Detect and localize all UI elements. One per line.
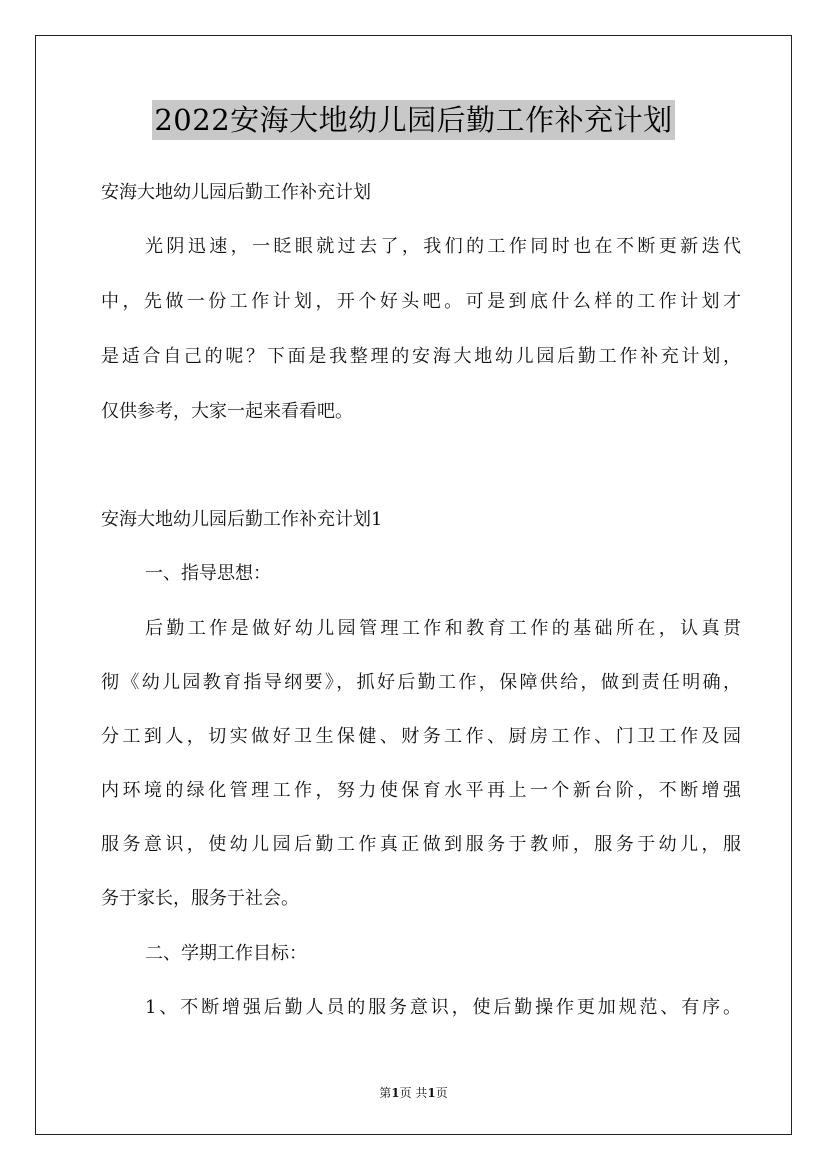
page-footer: [0, 1084, 827, 1101]
title-wrap: [0, 100, 827, 140]
intro-line-4: 仅供参考，大家一起来看看吧。: [101, 401, 353, 422]
footer-mid: 页 共: [399, 1086, 428, 1100]
intro-line-2: 中，先做一份工作计划，开个好头吧。可是到底什么样的工作计划才: [101, 291, 741, 312]
body-line-3: 分工到人，切实做好卫生保健、财务工作、厨房工作、门卫工作及园: [101, 726, 741, 747]
body-line-1: 后勤工作是做好幼儿园管理工作和教育工作的基础所在，认真贯: [145, 618, 741, 639]
footer-current-page: 1: [391, 1086, 400, 1100]
subtitle: 安海大地幼儿园后勤工作补充计划: [101, 182, 371, 203]
body-line-5: 服务意识，使幼儿园后勤工作真正做到服务于教师，服务于幼儿，服: [101, 834, 741, 855]
footer-prefix: 第: [379, 1086, 392, 1100]
body-line-6: 务于家长，服务于社会。: [101, 888, 299, 909]
footer-suffix: 页: [435, 1086, 448, 1100]
page-title: 2022安海大地幼儿园后勤工作补充计划: [152, 100, 674, 140]
body-line-4: 内环境的绿化管理工作，努力使保育水平再上一个新台阶，不断增强: [101, 780, 741, 801]
footer-total-pages: 1: [427, 1086, 436, 1100]
section-title: 安海大地幼儿园后勤工作补充计划1: [101, 509, 383, 530]
heading-guiding-thought: 一、指导思想：: [145, 563, 271, 584]
intro-line-3: 是适合自己的呢？下面是我整理的安海大地幼儿园后勤工作补充计划，: [101, 346, 741, 367]
heading-semester-goals: 二、学期工作目标：: [145, 943, 307, 964]
intro-line-1: 光阴迅速，一眨眼就过去了，我们的工作同时也在不断更新迭代: [145, 236, 741, 257]
list-item-1: 1、不断增强后勤人员的服务意识，使后勤操作更加规范、有序。: [145, 997, 741, 1018]
body-line-2: 彻《幼儿园教育指导纲要》，抓好后勤工作，保障供给，做到责任明确，: [101, 672, 741, 693]
